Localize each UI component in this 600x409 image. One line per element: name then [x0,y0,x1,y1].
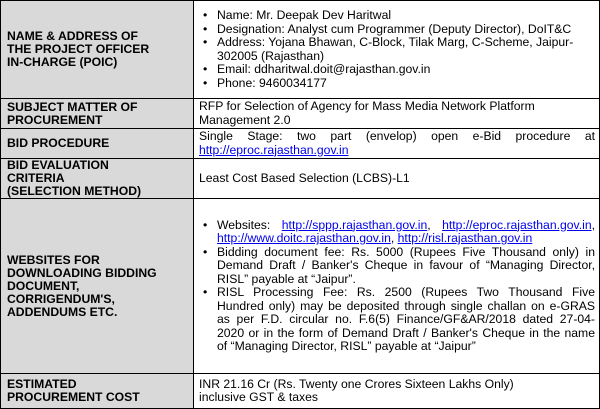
row-estimated-cost [1,374,600,409]
list-item: • Phone: 9460034177 [203,75,327,90]
risl-link[interactable]: http://risl.rajasthan.gov.in [397,231,533,245]
label-subject: SUBJECT MATTER OF PROCUREMENT [1,99,194,129]
list-item: • Address: Yojana Bhawan, C-Block, Tilak Marg, C-Scheme, Jaipur-302005 (Rajasthan) [203,35,574,63]
bullet-icon: • [203,8,208,22]
label-bid-evaluation: BID EVALUATION CRITERIA (SELECTION METHOD) [1,159,194,199]
poic-details-list [199,9,595,90]
label-estimated-cost: ESTIMATED PROCUREMENT COST [1,374,194,409]
label-websites: WEBSITES FOR DOWNLOADING BIDDING DOCUMENT, CORRIGENDUM'S, ADDENDUMS ETC. [1,199,194,374]
row-bid-procedure [1,129,600,159]
row-poic [1,1,600,99]
value-bid-evaluation: Least Cost Based Selection (LCBS)-L1 [194,159,600,199]
sppp-link[interactable]: http://sppp.rajasthan.gov.in [281,217,428,232]
bullet-icon: • [203,21,208,36]
eproc-link[interactable]: http://eproc.rajasthan.gov.in [442,217,592,232]
bullet-icon: • [203,217,208,232]
list-item: • Websites: http://sppp.rajasthan.gov.in, http://eproc.rajasthan.gov.in, http://www.doitc.rajasthan.gov.in, http://risl.rajasthan.gov.in [203,217,595,245]
doitc-link[interactable]: http://www.doitc.rajasthan.gov.in [217,231,391,245]
value-websites [194,199,600,374]
list-item: • RISL Processing Fee: Rs. 2500 (Rupees Two Thousand Five Hundred only) may be deposited through single challan on e-GRAS as per F.D. circular no. F.6(5) Finance/GF&AR/2018 dated 27-04-2020 or in the form of Demand Draft / Banker's Cheque in the name of “Managing Director, RISL” payable at “Jaipur” [203,285,595,353]
value-estimated-cost: INR 21.16 Cr (Rs. Twenty one Crores Sixteen Lakhs Only) inclusive GST & taxes [194,374,600,409]
list-item: • Email: ddharitwal.doit@rajasthan.gov.in [203,62,431,76]
row-websites [1,199,600,374]
eproc-link[interactable]: http://eproc.rajasthan.gov.in [199,142,349,157]
row-bid-evaluation [1,159,600,199]
value-subject: RFP for Selection of Agency for Mass Media Network Platform Management 2.0 [194,99,600,129]
value-poic [194,1,600,99]
row-subject [1,99,600,129]
websites-list [199,219,595,354]
label-poic: NAME & ADDRESS OF THE PROJECT OFFICER IN-CHARGE (POIC) [1,1,194,99]
list-item: • Bidding document fee: Rs. 5000 (Rupees Five Thousand only) in Demand Draft / Banker's Cheque in favour of “Managing Director, RISL” payable at “Jaipur”. [203,244,595,286]
value-bid-procedure: Single Stage: two part (envelop) open e-Bid procedure at http://eproc.rajasthan.gov.in [194,129,600,159]
bullet-icon: • [203,75,208,90]
bullet-icon: • [203,285,208,299]
label-bid-procedure: BID PROCEDURE [1,129,194,159]
bullet-icon: • [203,62,208,76]
bullet-icon: • [203,35,208,49]
list-item: • Designation: Analyst cum Programmer (Deputy Director), DoIT&C [203,21,572,36]
list-item: • Name: Mr. Deepak Dev Haritwal [203,8,392,22]
bullet-icon: • [203,244,208,259]
